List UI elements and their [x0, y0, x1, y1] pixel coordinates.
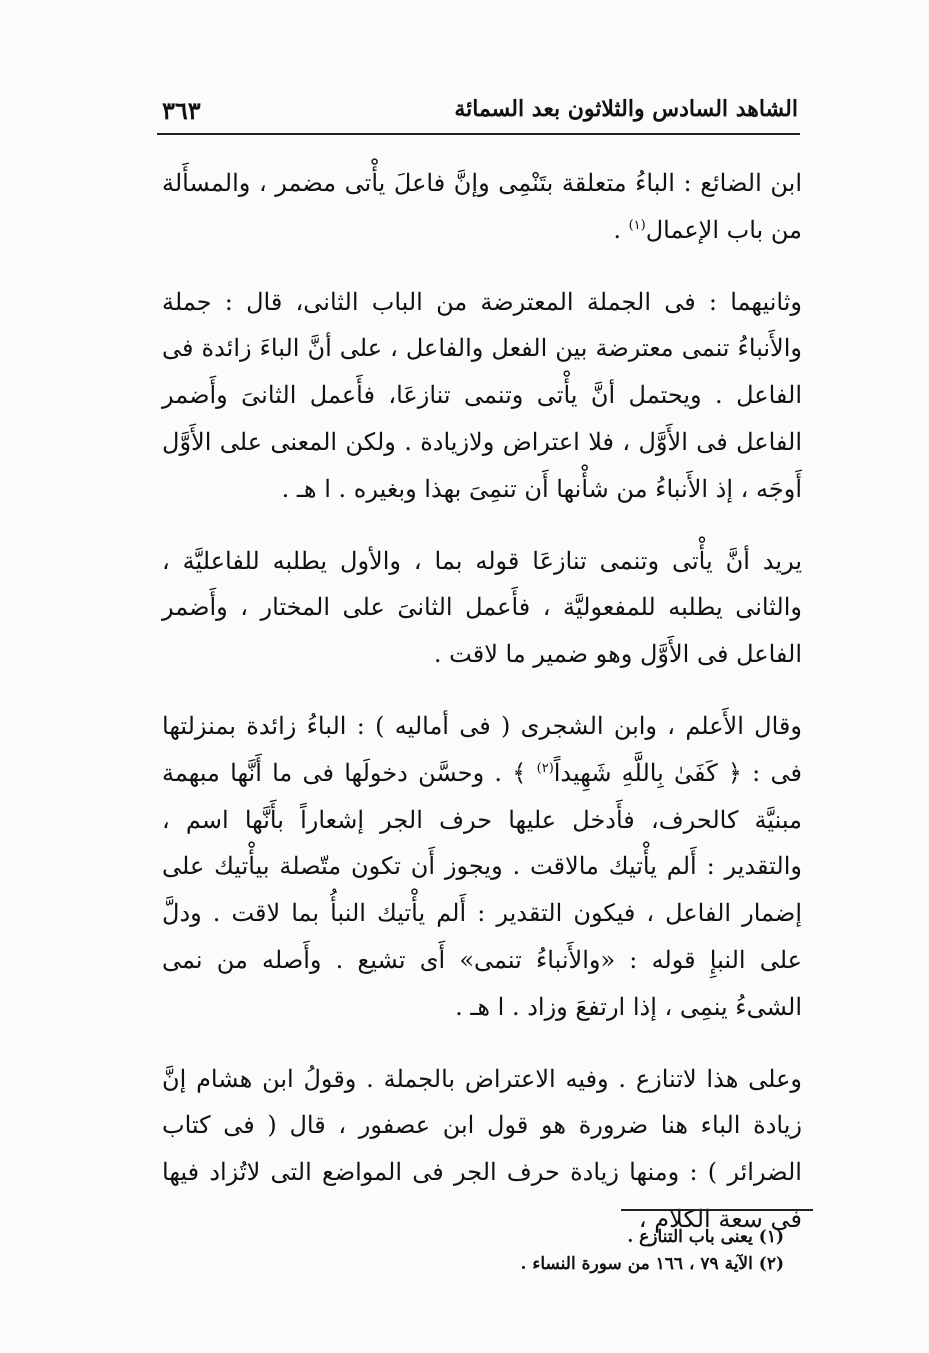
text-line: شأْنها أَن تنمِىَ بهذا وبغيره . ا هـ . [281, 474, 609, 503]
text-line: ﴾ . وحسَّن دخولَها فى ما أَنَّها مبهمة مبنيَّة كالحرف، [162, 758, 802, 834]
paragraph-3 [162, 538, 802, 678]
text-line: . [613, 215, 629, 244]
text-line: ويحتمل أنَّ يأْتى وتنمى تنازعَا، فأَعمل الثانىَ وأَضمر الفاعل فى الأَوَّل ، [162, 381, 802, 456]
text-line: تنمى معترضة بين الفعل والفاعل ، على أنَّ الباءَ زائدة فى الفاعل . [162, 334, 802, 410]
text-line: فأَدخل عليها حرف الجر إشعاراً بأَنَّها اسم ، والتقدير : أَلم يأْتيك [162, 805, 802, 881]
text-line: وقال الأَعلم ، وابن الشجرى ( فى أماليه ) : الباءُ زائدة بمنزلتها فى : [162, 711, 802, 787]
running-title: الشاهد السادس والثلاثون بعد السمائة [454, 96, 798, 122]
footnote-ref[interactable]: (١) [628, 217, 646, 233]
text-line: وثانيهما : فى الجملة المعترضة من الباب الثانى، قال : جملة والأَنباءُ [162, 287, 802, 363]
page-header [162, 96, 798, 136]
quran-quote: ﴿ كَفَىٰ بِاللَّهِ شَهِيداً [553, 758, 742, 787]
footnotes [284, 1224, 784, 1278]
page-number: ٣٦٣ [162, 96, 201, 125]
footnote-1: (١) يعنى باب التنازع . [627, 1227, 784, 1247]
paragraph-1 [162, 160, 802, 254]
paragraph-2 [162, 279, 802, 513]
text-line: مالاقت . ويجوز أَن تكون متّصلة بيأْتيك على إضمار الفاعل ، فيكون [162, 852, 802, 928]
text-line: زيادة الباء هنا ضرورة هو قول ابن عصفور ، قال ( فى كتاب الضرائر ) : [162, 1111, 802, 1187]
text-line: يطلبه للمفعوليَّة ، فأَعمل الثانىَ على المختار ، وأَضمر الفاعل فى الأَوَّل [162, 593, 802, 669]
text-line: التقدير : أَلم يأْتيك النبأُ بما لاقت . ودلَّ على النبإِ قوله : «والأَنباءُ تنمى» [162, 899, 802, 974]
text-line: وعلى هذا لاتنازع . وفيه الاعتراض بالجملة . وقولُ ابن هشام إنَّ [162, 1064, 802, 1093]
text-line: ابن الضائع : الباءُ متعلقة بتَنْمِى وإنَّ فاعلَ يأْتى مضمر ، والمسأَلة [162, 169, 802, 197]
text-line: وهو ضمير ما لاقت . [433, 640, 633, 669]
paragraph-5 [162, 1056, 802, 1243]
footnote-rule [621, 1209, 813, 1211]
text-line: أَى تشيع . وأَصله من نمى الشىءُ ينمِى ، إذا ارتفعَ وزاد . ا هـ . [162, 945, 802, 1021]
footnote-2: (٢) الآية ٧٩ ، ١٦٦ من سورة النساء . [520, 1254, 784, 1274]
footnote-ref[interactable]: (٢) [536, 760, 554, 776]
paragraph-4 [162, 703, 802, 1031]
header-rule [157, 133, 800, 135]
text-line: من باب الإعمال [645, 215, 802, 244]
text-line: يريد أنَّ يأْتى وتنمى تنازعَا قوله بما ، والأول يطلبه للفاعليَّة ، والثانى [162, 546, 802, 622]
text-line: ومنها زيادة حرف الجر فى المواضع التى لاتُزاد فيها فى سعة الكلام ، [162, 1158, 802, 1233]
text-line: فلا اعتراض ولازيادة . ولكن المعنى على الأَوَّل أَوجَه ، إذ الأَنباءُ من [162, 427, 802, 503]
main-text [162, 160, 802, 1268]
